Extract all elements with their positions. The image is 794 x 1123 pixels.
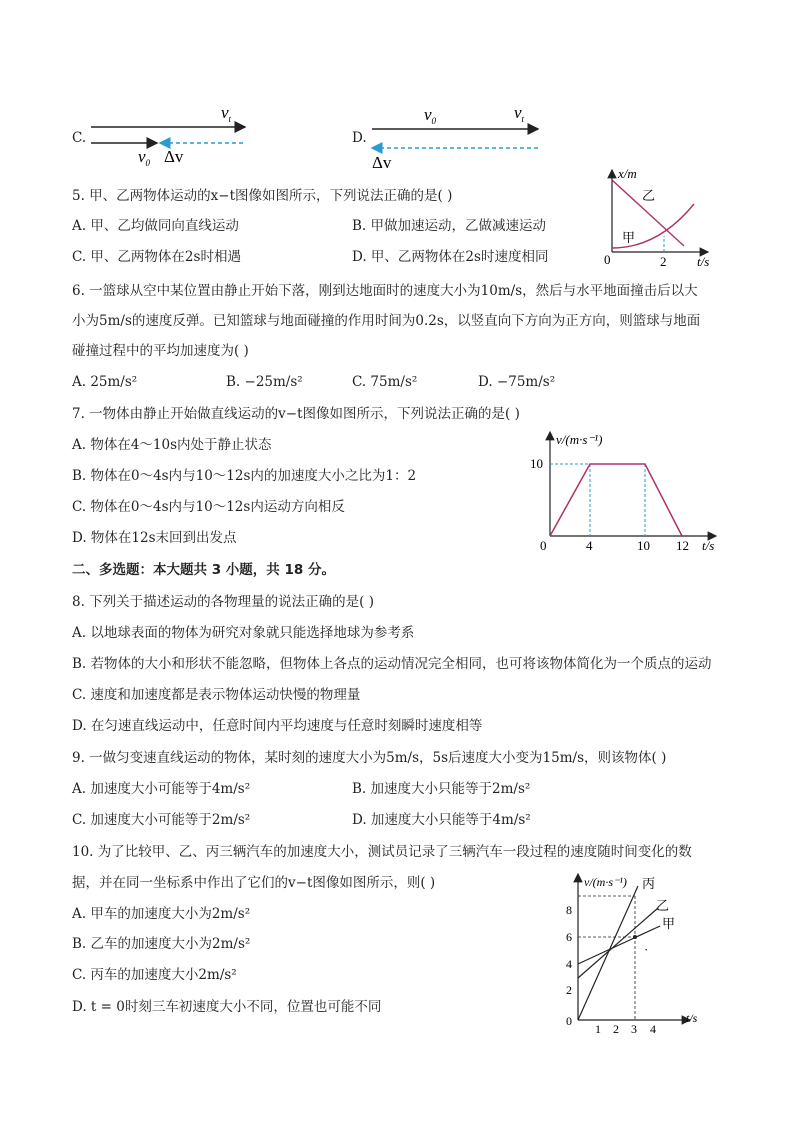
q6-option-b: B. −25m/s² [226,374,303,390]
q9-option-d: D. 加速度大小只能等于4m/s² [352,812,531,828]
q5-option-c: C. 甲、乙两物体在2s时相遇 [72,249,241,265]
q10-stem-line2: 据，并在同一坐标系中作出了它们的v−t图像如图所示，则( ) [72,875,436,891]
svg-text:3: 3 [631,1022,637,1036]
q8-option-d: D. 在匀速直线运动中，任意时间内平均速度与任意时刻瞬时速度相等 [72,718,483,734]
q8-stem: 8. 下列关于描述运动的各物理量的说法正确的是( ) [72,594,374,610]
label-d-v0: $v_0$ [424,105,437,126]
q6-option-d: D. −75m/s² [478,374,556,390]
svg-text:t/s: t/s [686,1011,698,1025]
svg-text:乙: 乙 [656,898,670,913]
q7-option-d: D. 物体在12s末回到出发点 [72,530,237,546]
vt-trapezoid [550,464,682,536]
svg-text:0: 0 [604,252,611,267]
svg-text:x/m: x/m [618,166,637,181]
q7-option-b: B. 物体在0～4s内与10～12s内的加速度大小之比为1：2 [72,468,417,484]
q9-stem: 9. 一做匀变速直线运动的物体，某时刻的速度大小为5m/s，5s后速度大小变为15m/s，则该物体( ) [72,750,667,766]
q8-option-a: A. 以地球表面的物体为研究对象就只能选择地球为参考系 [72,625,415,641]
svg-text:v/(m·s⁻¹): v/(m·s⁻¹) [584,875,627,889]
q6-stem-line2: 小为5m/s的速度反弹。已知篮球与地面碰撞的作用时间为0.2s，以竖直向下方向为正方向，则篮球与地面 [72,313,701,329]
svg-text:甲: 甲 [622,230,636,245]
q5-stem: 5. 甲、乙两物体运动的x−t图像如图所示，下列说法正确的是( ) [72,188,453,204]
q7-vt-graph [530,428,730,558]
q10-stem-line1: 10. 为了比较甲、乙、丙三辆汽车的加速度大小，测试员记录了三辆汽车一段过程的速度随时间变化的数 [72,844,692,860]
q8-option-c: C. 速度和加速度都是表示物体运动快慢的物理量 [72,687,361,703]
q10-option-c: C. 丙车的加速度大小2m/s² [72,967,237,983]
option-d-letter: D. [352,130,367,146]
svg-text:2: 2 [566,983,572,997]
svg-text:甲: 甲 [662,916,676,931]
section-2-heading: 二、多选题：本大题共 3 小题，共 18 分。 [72,562,335,578]
line-bing [578,886,638,1020]
q7-option-c: C. 物体在0～4s内与10～12s内运动方向相反 [72,499,345,515]
q8-option-b: B. 若物体的大小和形状不能忽略，但物体上各点的运动情况完全相同，也可将该物体简化为一个质点的运动 [72,656,712,672]
svg-text:0: 0 [540,538,547,553]
q10-option-b: B. 乙车的加速度大小为2m/s² [72,936,251,952]
option-c-letter: C. [72,130,87,146]
svg-text:v/(m·s⁻¹): v/(m·s⁻¹) [556,432,603,447]
q6-stem-line1: 6. 一篮球从空中某位置由静止开始下落，刚到达地面时的速度大小为10m/s，然后与水平地面撞击后以大 [72,283,698,299]
q10-option-a: A. 甲车的加速度大小为2m/s² [72,906,251,922]
label-vt: $v_t$ [221,103,232,124]
q6-stem-line3: 碰撞过程中的平均加速度为( ) [72,343,249,359]
svg-text:4: 4 [650,1022,656,1036]
label-v0: $v_0$ [138,147,151,168]
svg-text:0: 0 [566,1014,572,1028]
q5-option-b: B. 甲做加速运动，乙做减速运动 [352,218,547,234]
q6-option-a: A. 25m/s² [72,374,138,390]
q5-option-a: A. 甲、乙均做同向直线运动 [72,218,239,234]
q10-option-d: D. t = 0时刻三车初速度大小不同，位置也可能不同 [72,999,382,1015]
svg-text:4: 4 [586,538,593,553]
svg-text:12: 12 [676,538,689,553]
svg-text:2: 2 [613,1022,619,1036]
svg-text:8: 8 [566,903,572,917]
svg-text:10: 10 [530,456,543,471]
svg-text:t/s: t/s [702,538,715,553]
q7-option-a: A. 物体在4～10s内处于静止状态 [72,437,272,453]
svg-text:2: 2 [660,254,667,269]
svg-text:丙: 丙 [642,876,656,891]
svg-text:t/s: t/s [697,254,710,269]
svg-text:4: 4 [566,957,572,971]
svg-text:乙: 乙 [642,188,656,203]
label-d-dv: Δv [372,153,392,172]
q5-xt-graph [598,166,718,269]
svg-text:6: 6 [566,930,572,944]
svg-text:10: 10 [637,538,650,553]
q10-vt-graph [560,870,720,1038]
q6-option-c: C. 75m/s² [352,374,418,390]
label-dv: Δv [164,147,184,166]
q9-option-b: B. 加速度大小只能等于2m/s² [352,781,531,797]
label-d-vt: $v_t$ [514,103,525,124]
q9-option-c: C. 加速度大小可能等于2m/s² [72,812,251,828]
q9-option-a: A. 加速度大小可能等于4m/s² [72,781,251,797]
svg-text:1: 1 [595,1022,601,1036]
svg-text:·: · [644,942,649,957]
q5-option-d: D. 甲、乙两物体在2s时速度相同 [352,249,549,265]
q7-stem: 7. 一物体由静止开始做直线运动的v−t图像如图所示，下列说法正确的是( ) [72,406,520,422]
